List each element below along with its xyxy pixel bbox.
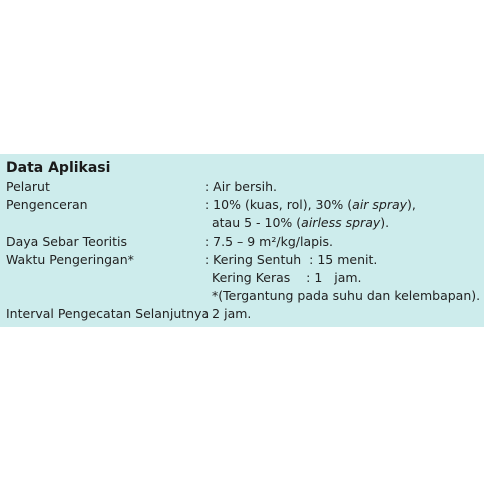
label-pelarut: Pelarut [6,179,50,194]
value-kering-sentuh: : Kering Sentuh : 15 menit. [205,252,378,267]
value-kering-keras: Kering Keras : 1 jam. [212,270,362,285]
application-data-panel [0,154,484,327]
section-title: Data Aplikasi [6,160,111,176]
value-daya-sebar: : 7.5 – 9 m²/kg/lapis. [205,234,333,249]
value-pengenceran-line1: : 10% (kuas, rol), 30% (air spray), [205,197,416,212]
value-pelarut: : Air bersih. [205,179,277,194]
value-interval-pengecatan: : 2 jam. [204,306,252,321]
label-daya-sebar: Daya Sebar Teoritis [6,234,127,249]
label-waktu-pengeringan: Waktu Pengeringan* [6,252,134,267]
label-interval-pengecatan: Interval Pengecatan Selanjutnya [6,306,210,321]
label-pengenceran: Pengenceran [6,197,88,212]
value-catatan-pengeringan: *(Tergantung pada suhu dan kelembapan). [212,288,481,303]
value-pengenceran-line2: atau 5 - 10% (airless spray). [212,215,390,230]
